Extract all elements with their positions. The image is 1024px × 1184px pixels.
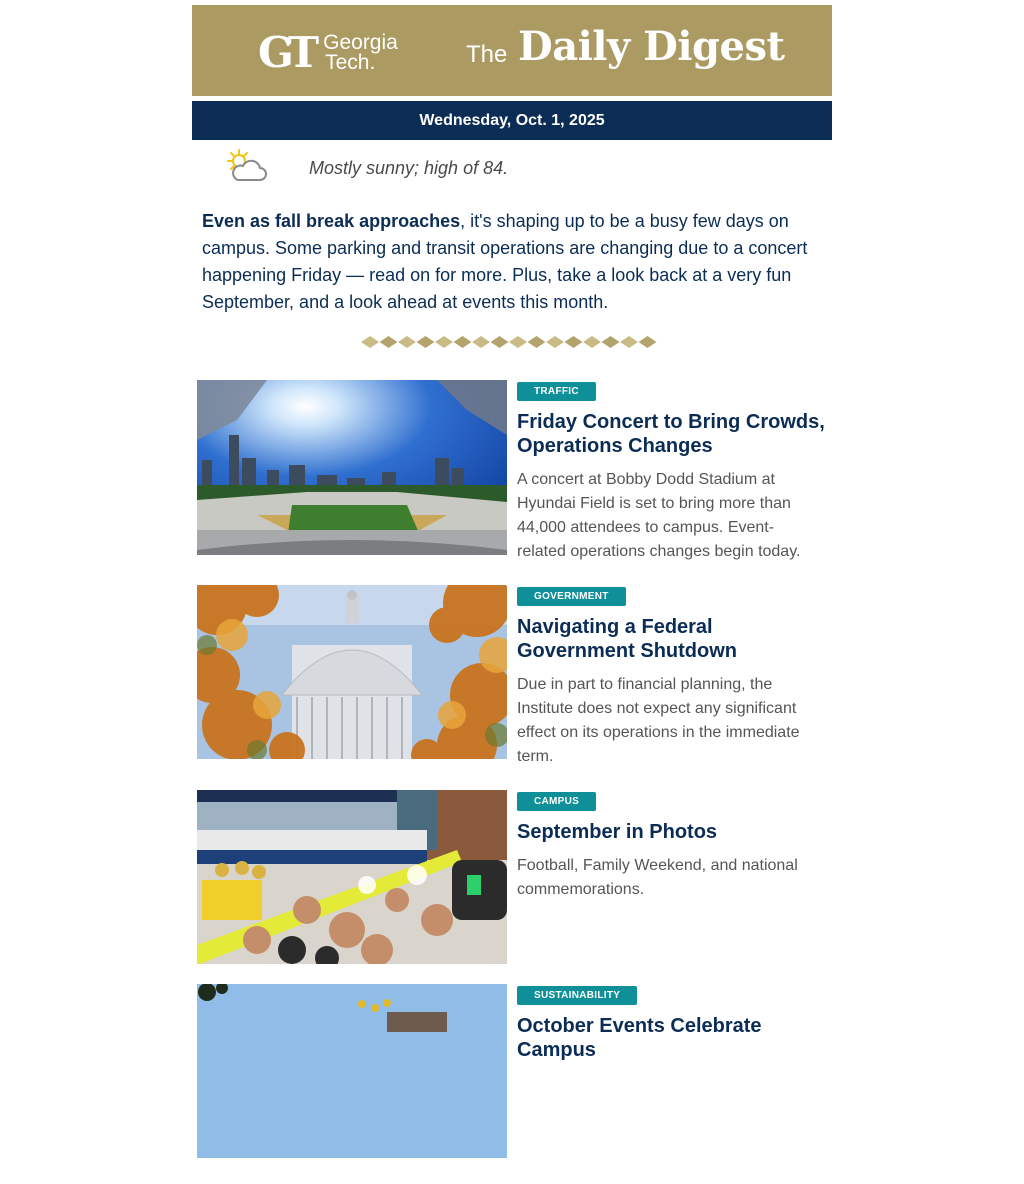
divider-diamond (546, 336, 564, 348)
georgia-tech-logo[interactable] (258, 28, 418, 77)
divider-diamond (565, 336, 583, 348)
newsletter (192, 5, 832, 362)
story-image-photos[interactable] (197, 790, 507, 965)
weather-forecast: Mostly sunny; high of 84. (309, 158, 509, 178)
gt-logo-mark: GT (258, 28, 314, 77)
story-headline[interactable]: September in Photos (517, 821, 718, 843)
diamond-divider-graphic (361, 334, 663, 350)
masthead-title-prefix: The (466, 41, 508, 68)
divider-diamond (491, 336, 509, 348)
divider-diamond (472, 336, 490, 348)
divider-diamond (380, 336, 398, 348)
story-headline[interactable]: Friday Concert to Bring Crowds, Operations Changes (517, 411, 825, 457)
story-card[interactable] (197, 585, 827, 785)
gt-logo-words (323, 33, 398, 73)
category-tag[interactable]: CAMPUS (517, 792, 596, 811)
story-summary: Due in part to financial planning, the Institute does not expect any significant effect on its operations in the immediate term. (517, 676, 800, 765)
category-tag[interactable]: GOVERNMENT (517, 587, 626, 606)
story-headline[interactable]: October Events Celebrate Campus (517, 1015, 762, 1061)
issue-date: Wednesday, Oct. 1, 2025 (419, 111, 605, 129)
masthead-title: Daily Digest (518, 23, 785, 70)
story-card[interactable] (197, 790, 827, 990)
date-bar (192, 101, 832, 140)
divider-diamond (417, 336, 435, 348)
story-card[interactable] (197, 984, 827, 1184)
divider-diamond (602, 336, 620, 348)
intro-lead: Even as fall break approaches (202, 211, 461, 231)
divider-diamond (361, 336, 379, 348)
story-summary: Football, Family Weekend, and national commemorations. (517, 857, 798, 898)
category-tag[interactable]: TRAFFIC (517, 382, 596, 401)
divider-diamond (639, 336, 657, 348)
divider-diamond (398, 336, 416, 348)
weather-row (192, 140, 832, 200)
story-headline[interactable]: Navigating a Federal Government Shutdown (517, 616, 737, 662)
gt-logo-word-2: Tech. (325, 51, 376, 74)
story-summary: A concert at Bobby Dodd Stadium at Hyundai Field is set to bring more than 44,000 attendees to campus. Event-related operations changes begin today. (517, 471, 801, 560)
divider-diamond (454, 336, 472, 348)
story-image-stadium[interactable] (197, 380, 507, 555)
gt-logo-word-1: Georgia (323, 31, 398, 54)
story-image-capitol[interactable] (197, 585, 507, 760)
divider-diamond (620, 336, 638, 348)
divider-diamond (528, 336, 546, 348)
masthead (192, 5, 832, 96)
divider-diamond (509, 336, 527, 348)
intro-body: , it's shaping up to be a busy few days on campus. Some parking and transit operations are changing due to a concert happening Friday — read on for more. Plus, take a look back at a very fun September, and a look ahead at events this month. (202, 211, 808, 312)
story-image-sustainability[interactable] (197, 984, 507, 1159)
divider-diamond (435, 336, 453, 348)
divider-diamond (583, 336, 601, 348)
intro-paragraph (192, 200, 832, 316)
diamond-divider (192, 322, 832, 362)
partly-sunny-icon (224, 148, 268, 184)
story-card[interactable] (197, 380, 827, 580)
category-tag[interactable]: SUSTAINABILITY (517, 986, 637, 1005)
